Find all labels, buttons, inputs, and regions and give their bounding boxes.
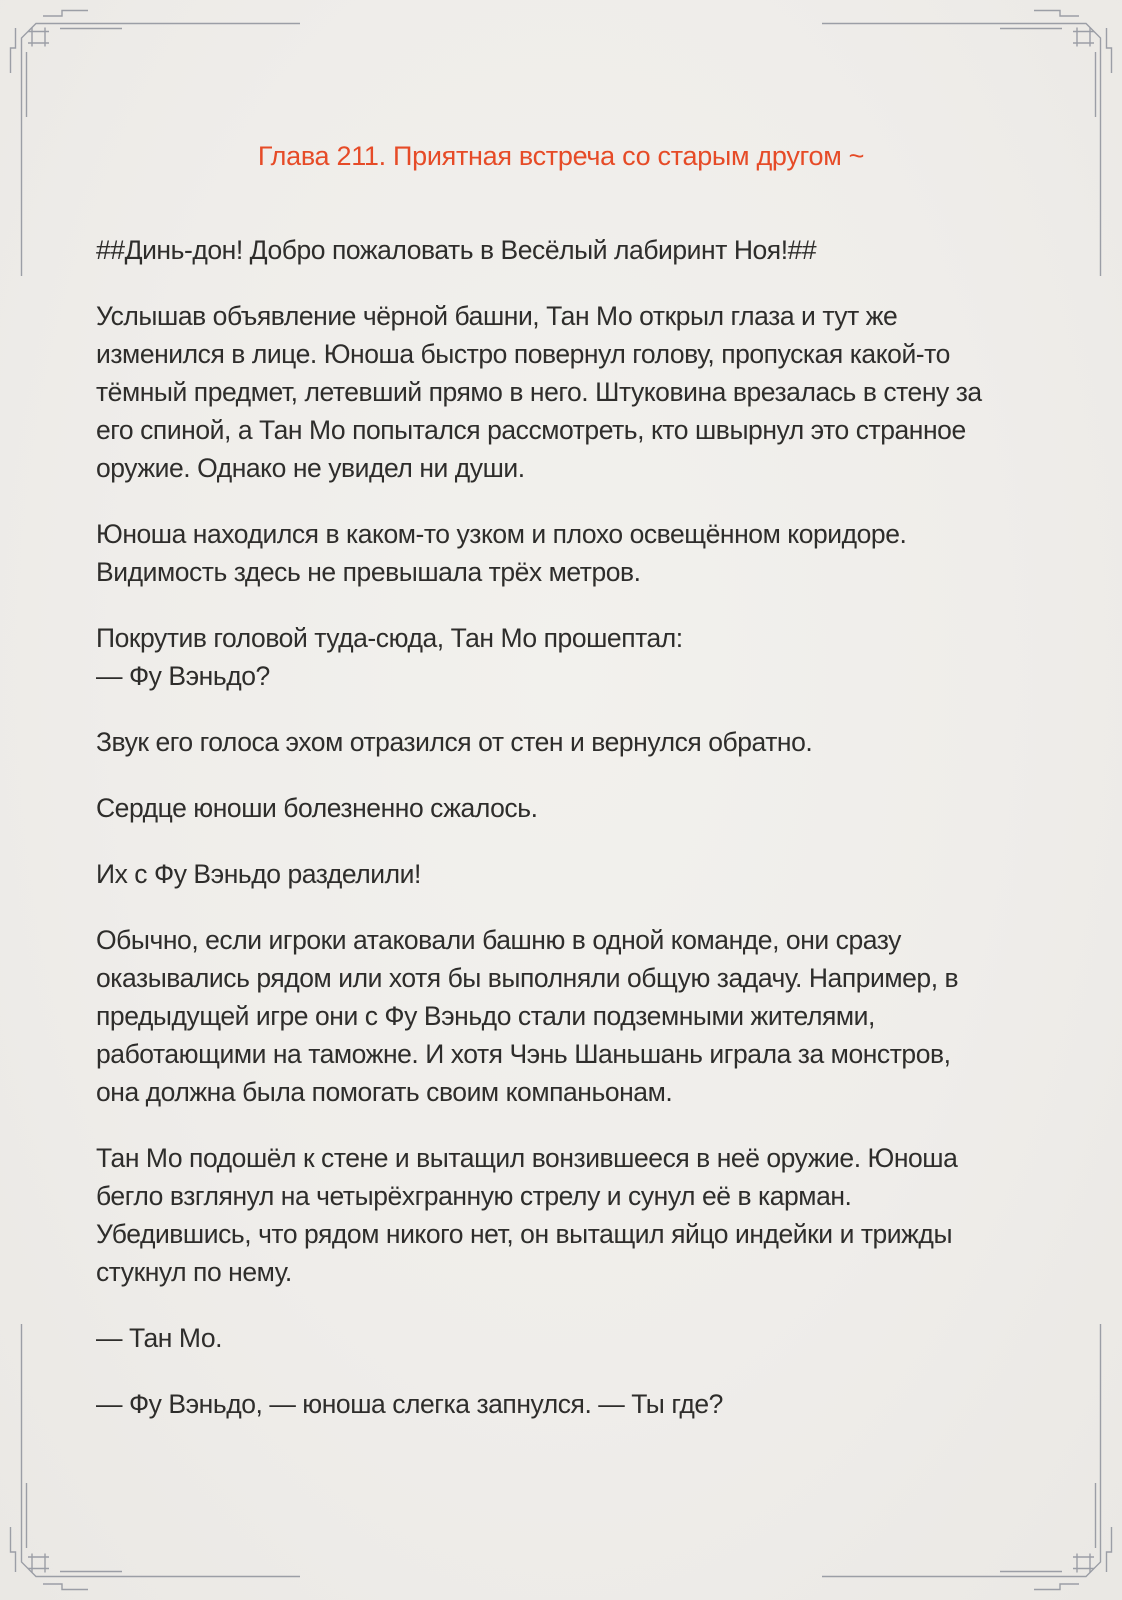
text-line: Обычно, если игроки атаковали башню в одной команде, они сразу bbox=[96, 925, 901, 955]
text-line: изменился в лице. Юноша быстро повернул голову, пропуская какой-то bbox=[96, 339, 950, 369]
text-line: Услышав объявление чёрной башни, Тан Мо открыл глаза и тут же bbox=[96, 301, 898, 331]
paragraph bbox=[96, 789, 1036, 827]
paragraph bbox=[96, 619, 1036, 695]
chapter-title: Глава 211. Приятная встреча со старым другом ~ bbox=[257, 141, 865, 171]
text-line: Их с Фу Вэньдо разделили! bbox=[96, 859, 421, 889]
paragraph bbox=[96, 723, 1036, 761]
text-line: бегло взглянул на четырёхгранную стрелу и сунул её в карман. bbox=[96, 1181, 852, 1211]
text-line: Звук его голоса эхом отразился от стен и вернулся обратно. bbox=[96, 727, 813, 757]
paragraph bbox=[96, 231, 1036, 269]
text-line: она должна была помогать своим компаньонам. bbox=[96, 1077, 673, 1107]
paragraph bbox=[96, 515, 1036, 591]
text-line: Видимость здесь не превышала трёх метров. bbox=[96, 557, 641, 587]
text-line: работающими на таможне. И хотя Чэнь Шаньшань играла за монстров, bbox=[96, 1039, 951, 1069]
text-line: Покрутив головой туда-сюда, Тан Мо прошептал: bbox=[96, 623, 683, 653]
text-line: Убедившись, что рядом никого нет, он вытащил яйцо индейки и трижды bbox=[96, 1219, 953, 1249]
text-line: оказывались рядом или хотя бы выполняли общую задачу. Например, в bbox=[96, 963, 959, 993]
text-line: оружие. Однако не увидел ни души. bbox=[96, 453, 525, 483]
text-line: — Тан Мо. bbox=[96, 1323, 223, 1353]
text-line: ##Динь-дон! Добро пожаловать в Весёлый лабиринт Ноя!## bbox=[96, 235, 817, 265]
text-line: его спиной, а Тан Мо попытался рассмотреть, кто швырнул это странное bbox=[96, 415, 966, 445]
text-line: тёмный предмет, летевший прямо в него. Штуковина врезалась в стену за bbox=[96, 377, 982, 407]
text-line: Юноша находился в каком-то узком и плохо освещённом коридоре. bbox=[96, 519, 907, 549]
text-line: Тан Мо подошёл к стене и вытащил вонзившееся в неё оружие. Юноша bbox=[96, 1143, 958, 1173]
text-line: стукнул по нему. bbox=[96, 1257, 292, 1287]
chapter-text bbox=[96, 231, 1036, 1451]
paragraph bbox=[96, 1139, 1036, 1291]
paragraph bbox=[96, 1319, 1036, 1357]
text-line: — Фу Вэньдо? bbox=[96, 661, 270, 691]
text-line: — Фу Вэньдо, — юноша слегка запнулся. — Ты где? bbox=[96, 1389, 723, 1419]
text-line: предыдущей игре они с Фу Вэньдо стали подземными жителями, bbox=[96, 1001, 875, 1031]
paragraph bbox=[96, 297, 1036, 487]
paragraph bbox=[96, 855, 1036, 893]
paragraph bbox=[96, 1385, 1036, 1423]
text-line: Сердце юноши болезненно сжалось. bbox=[96, 793, 538, 823]
paragraph bbox=[96, 921, 1036, 1111]
